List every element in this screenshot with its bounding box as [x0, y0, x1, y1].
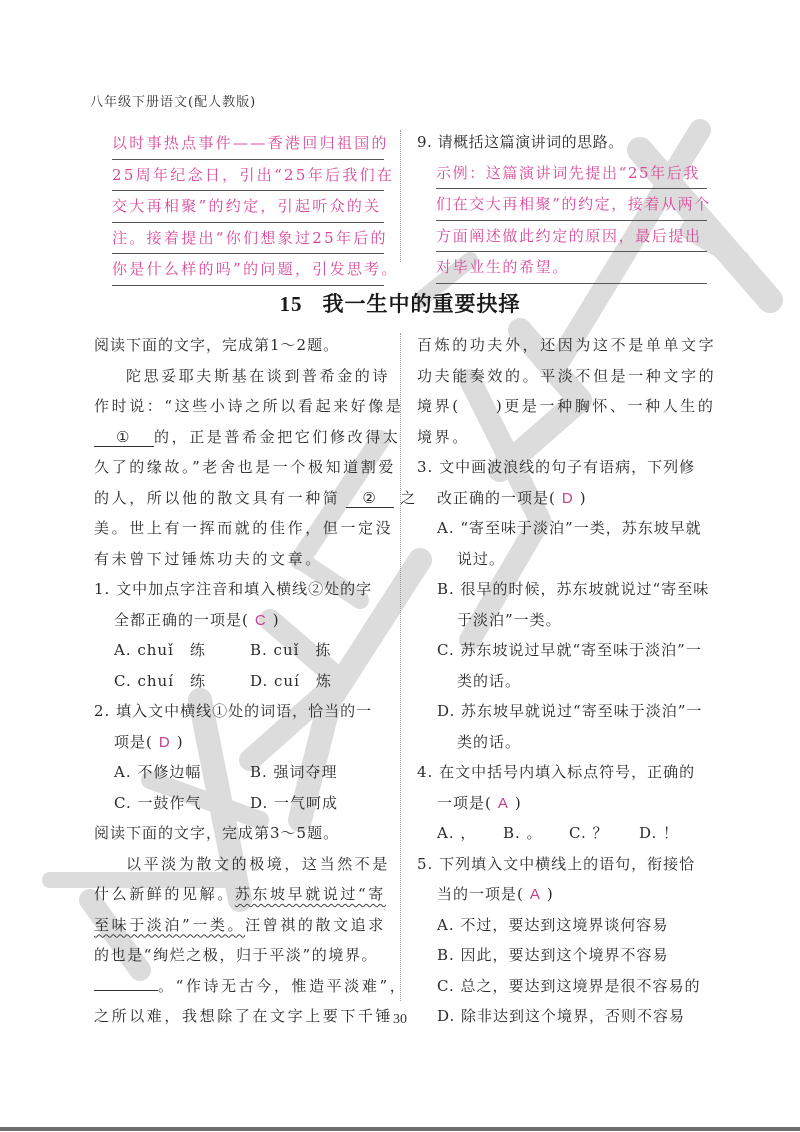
stem-text: ) — [272, 610, 280, 629]
option-a-cont: 说过。 — [457, 549, 506, 568]
answer-choice: D — [158, 733, 171, 751]
question-9-prompt: 9. 请概括这篇演讲词的思路。 — [417, 133, 624, 151]
option-a: A. chuǐ 练 — [114, 641, 206, 659]
blank-2: ② — [346, 489, 394, 508]
option-d: D. 苏东坡早就说过“寄至味于淡泊”一 — [437, 702, 703, 720]
question-4-stem: 4. 在文中括号内填入标点符号，正确的 — [417, 763, 696, 781]
lesson-title-text: 我一生中的重要抉择 — [322, 291, 521, 316]
passage-line — [94, 910, 394, 941]
question-9 — [417, 127, 711, 284]
answer-choice: A — [529, 886, 541, 903]
passage-line: 有未曾下过锤炼功夫的文章。 — [94, 549, 323, 568]
passage-text: 的人，所以他的散文具有一种简 — [94, 488, 341, 507]
answer-line: 你是什么样的吗”的问题，引发思考。 — [112, 254, 384, 286]
option-a: A. 不过，要达到这境界谈何容易 — [437, 915, 669, 934]
page-number: 30 — [393, 1012, 407, 1027]
question-5-stem: 5. 下列填入文中横线上的语句，衔接恰 — [417, 854, 696, 873]
passage-line: 作时说：“这些小诗之所以看起来好像是 — [94, 397, 404, 415]
option-b-cont: 于淡泊”一类。 — [457, 610, 562, 629]
passage-line: 之所以难，我想除了在文字上要下千锤 — [94, 1007, 394, 1025]
option-b: B. 因此，要达到这个境界不容易 — [437, 946, 669, 964]
option-c: C. chuí 练 — [114, 671, 206, 690]
options-row — [94, 666, 394, 697]
right-column — [417, 330, 717, 1032]
passage-text: 的，正是普希金把它们修改得太 — [154, 427, 401, 446]
option-d: D. 除非达到这个境界，否则不容易 — [437, 1007, 686, 1025]
passage-line: 以平淡为散文的极境，这当然不是 — [126, 854, 391, 873]
question-3-stem-cont — [417, 483, 717, 514]
options-row — [94, 757, 394, 788]
passage-line: 境界( )更是一种胸怀、一种人生的 — [417, 397, 716, 415]
top-left-answer — [112, 128, 399, 286]
option-a: A. ， — [437, 824, 477, 842]
option-a: A. “寄至味于淡泊”一类，苏东坡早就 — [437, 519, 702, 537]
answer-line: 以时事热点事件——香港回归祖国的 — [112, 128, 384, 160]
option-c-cont: 类的话。 — [457, 671, 522, 690]
wavy-underlined-sentence: 苏东坡早就说过“寄 — [234, 885, 386, 903]
options-row — [94, 635, 394, 666]
column-divider-top — [400, 130, 401, 262]
passage-text: 汪曾祺的散文追求 — [245, 915, 386, 934]
question-5-stem-cont — [417, 879, 717, 910]
option-c: C. 一鼓作气 — [114, 793, 202, 812]
stem-text: ) — [514, 793, 522, 812]
option-c: C. 总之，要达到这境界是很不容易的 — [437, 976, 701, 995]
stem-text: ) — [579, 488, 587, 507]
section1-instruction: 阅读下面的文字，完成第1～2题。 — [94, 336, 340, 354]
lesson-title — [0, 288, 800, 318]
passage-text: 。“作诗无古今，惟造平淡难”， — [158, 976, 408, 995]
answer-line: 示例：这篇演讲词先提出“25年后我 — [436, 158, 707, 190]
passage-text: 之 — [400, 488, 419, 507]
passage-line: 境界。 — [417, 427, 470, 446]
answer-choice: D — [561, 489, 574, 507]
stem-text: 项是( — [114, 732, 153, 751]
question-4-stem-cont — [417, 788, 717, 819]
answer-line: 方面阐述做此约定的原因，最后提出 — [436, 221, 707, 253]
option-d: D. 一气呵成 — [250, 793, 339, 812]
passage-line: 陀思妥耶夫斯基在谈到普希金的诗 — [126, 366, 391, 385]
stem-text: 全都正确的一项是( — [114, 610, 249, 629]
passage-line: 久了的缘故。”老舍也是一个极知道割爱 — [94, 458, 396, 476]
passage-line: 功夫能奏效的。平淡不但是一种文字的 — [417, 366, 717, 385]
question-1-stem: 1. 文中加点字注音和填入横线②处的字 — [94, 580, 373, 598]
answer-line: 对毕业生的希望。 — [436, 252, 707, 284]
option-b: B. 。 — [503, 824, 543, 842]
option-b: B. 强词夺理 — [250, 763, 338, 781]
passage-text: 什么新鲜的见解。 — [94, 885, 235, 903]
options-row — [94, 788, 394, 819]
passage-line: 美。世上有一挥而就的佳作，但一定没 — [94, 519, 394, 537]
option-d: D. ！ — [639, 824, 680, 842]
option-c: C. 苏东坡说过早就“寄至味于淡泊”一 — [437, 641, 702, 659]
answer-line: 注。接着提出“你们想象过25年后的 — [112, 223, 384, 255]
stem-text: 一项是( — [437, 793, 492, 812]
blank-1: ① — [94, 428, 154, 447]
passage-line: 的也是“绚烂之极，归于平淡”的境界。 — [94, 946, 379, 964]
blank-line — [94, 990, 158, 991]
option-b: B. 很早的时候，苏东坡就说过“寄至味 — [437, 580, 710, 598]
question-3-stem: 3. 文中画波浪线的句子有语病，下列修 — [417, 458, 696, 476]
options-row — [417, 818, 717, 849]
passage-line — [94, 483, 419, 514]
answer-choice: A — [497, 794, 509, 812]
option-c: C. ？ — [569, 824, 609, 842]
passage-line — [94, 971, 408, 1002]
passage-line — [94, 422, 401, 453]
option-d-cont: 类的话。 — [457, 732, 522, 751]
wavy-underlined-sentence: 至味于淡泊”一类。 — [94, 915, 246, 934]
passage-line: 百炼的功夫外，还因为这不是单单文字 — [417, 336, 717, 354]
answer-choice: C — [254, 611, 267, 629]
option-d: D. cuí 炼 — [250, 671, 332, 690]
stem-text: 当的一项是( — [437, 885, 524, 903]
option-a: A. 不修边幅 — [114, 763, 202, 781]
stem-text: ) — [176, 732, 184, 751]
question-2-stem: 2. 填入文中横线①处的词语，恰当的一 — [94, 702, 373, 720]
stem-text: ) — [546, 885, 554, 903]
book-header: 八年级下册语文(配人教版) — [90, 95, 257, 110]
bottom-edge-rule — [0, 1127, 800, 1131]
answer-line: 25周年纪念日，引出“25年后我们在 — [112, 160, 384, 192]
passage-line — [94, 879, 394, 910]
lesson-number: 15 — [279, 292, 303, 316]
section2-instruction: 阅读下面的文字，完成第3～5题。 — [94, 824, 340, 842]
answer-line: 们在交大再相聚”的约定，接着从两个 — [436, 189, 707, 221]
question-2-stem-cont — [94, 727, 394, 758]
answer-line: 交大再相聚”的约定，引起听众的关 — [112, 191, 384, 223]
question-1-stem-cont — [94, 605, 394, 636]
option-b: B. cuǐ 拣 — [250, 641, 332, 659]
stem-text: 改正确的一项是( — [437, 488, 556, 507]
